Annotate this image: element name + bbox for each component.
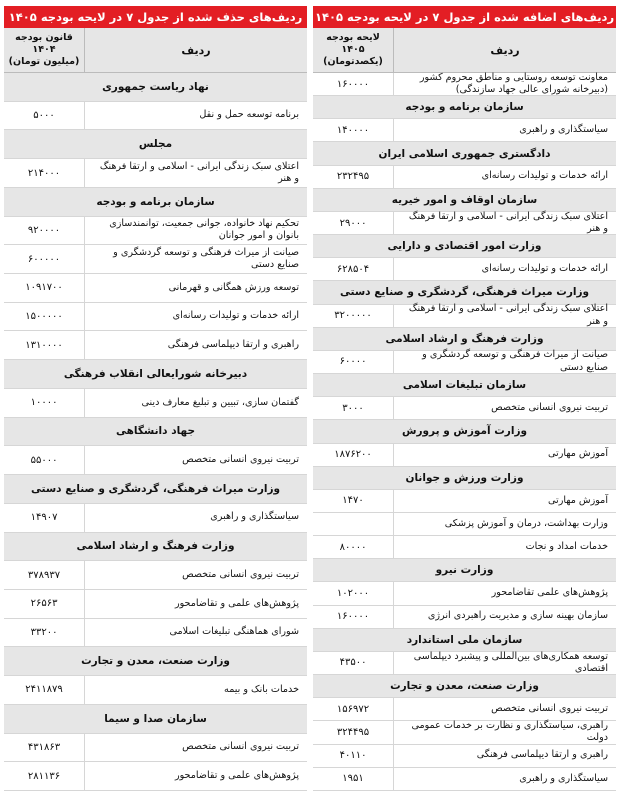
- row-label: ارائه خدمات و تولیدات رسانه‌ای: [481, 263, 608, 275]
- row-label: اعتلای سبک زندگی ایرانی - اسلامی و ارتقا فرهنگ و هنر: [408, 210, 608, 235]
- row-label: پژوهش‌های علمی و تقاضامحور: [174, 597, 299, 609]
- table-row: [313, 513, 616, 536]
- row-label: راهبری، سیاستگذاری و نظارت بر خدمات عمومی دولت: [411, 719, 608, 744]
- row-value: ۱۰۹۱۷۰۰: [4, 274, 85, 302]
- table-row: [4, 274, 307, 303]
- table-row: [313, 721, 616, 744]
- added-rows-title: ردیف‌های اضافه شده از جدول ۷ در لایحه بودجه ۱۴۰۵: [313, 6, 616, 28]
- section-header: [4, 475, 307, 504]
- row-value: [313, 513, 394, 535]
- row-label: ارائه خدمات و تولیدات رسانه‌ای: [172, 310, 299, 322]
- section-header: [4, 130, 307, 159]
- section-header: [313, 96, 616, 119]
- table-row: [313, 258, 616, 281]
- section-header: [313, 559, 616, 582]
- section-header: [313, 328, 616, 351]
- row-label: سیاستگذاری و راهبری: [519, 772, 608, 784]
- table-row: [4, 676, 307, 705]
- row-label: راهبری و ارتقا دیپلماسی فرهنگی: [167, 339, 299, 351]
- row-value: ۳۲۰۰۰۰۰: [313, 305, 394, 327]
- section-header: [4, 705, 307, 734]
- row-value: ۳۲۴۴۹۵: [313, 721, 394, 743]
- table-row: [4, 102, 307, 131]
- section-title: دادگستری جمهوری اسلامی ایران: [378, 147, 551, 160]
- section-title: وزارت میراث فرهنگی، گردشگری و صنایع دستی: [30, 482, 281, 495]
- section-title: سازمان برنامه و بودجه: [96, 195, 215, 208]
- row-label: اعتلای سبک زندگی ایرانی - اسلامی و ارتقا فرهنگ و هنر: [408, 303, 608, 327]
- section-title: سازمان برنامه و بودجه: [405, 101, 524, 114]
- row-value: ۱۸۷۶۲۰۰: [313, 444, 394, 466]
- removed-rows-title: ردیف‌های حذف شده از جدول ۷ در لایحه بودجه ۱۴۰۵: [4, 6, 307, 28]
- section-header: [313, 189, 616, 212]
- table-row: [4, 446, 307, 475]
- row-label: سیاستگذاری و راهبری: [210, 511, 299, 523]
- section-header: [4, 188, 307, 217]
- table-row: [313, 606, 616, 629]
- section-title: وزارت صنعت، معدن و تجارت: [81, 655, 230, 668]
- table-row: [4, 217, 307, 246]
- table-row: [313, 444, 616, 467]
- row-label: تربیت نیروی انسانی متخصص: [182, 453, 299, 465]
- table-row: [313, 305, 616, 328]
- row-value: ۱۵۶۹۷۲: [313, 698, 394, 720]
- table-row: [4, 159, 307, 188]
- table-row: [313, 582, 616, 605]
- row-value: ۸۰۰۰۰: [313, 536, 394, 558]
- section-header: [4, 533, 307, 562]
- row-label: صیانت از میراث فرهنگی و توسعه گردشگری و صنایع دستی: [422, 349, 608, 373]
- section-header: [313, 420, 616, 443]
- row-label: راهبری و ارتقا دیپلماسی فرهنگی: [476, 749, 608, 761]
- section-title: وزارت فرهنگ و ارشاد اسلامی: [385, 332, 544, 345]
- row-value: ۱۰۲۰۰۰: [313, 582, 394, 604]
- section-title: وزارت نیرو: [435, 564, 494, 577]
- table-row: [313, 166, 616, 189]
- table-row: [4, 561, 307, 590]
- row-value: ۲۳۲۴۹۵: [313, 166, 394, 188]
- row-label: آموزش مهارتی: [548, 494, 608, 506]
- row-label: شورای هماهنگی تبلیغات اسلامی: [169, 626, 299, 638]
- row-label: تربیت نیروی انسانی متخصص: [491, 402, 608, 414]
- section-header: [313, 374, 616, 397]
- section-title: وزارت صنعت، معدن و تجارت: [390, 680, 539, 693]
- row-label: وزارت بهداشت، درمان و آموزش پزشکی: [444, 517, 608, 529]
- row-value: ۶۰۰۰۰۰: [4, 245, 85, 273]
- row-label: اعتلای سبک زندگی ایرانی - اسلامی و ارتقا فرهنگ و هنر: [99, 160, 299, 185]
- row-label: پژوهش‌های علمی و تقاضامحور: [174, 769, 299, 781]
- added-rows-header: [313, 28, 616, 73]
- row-value: ۹۲۰۰۰۰: [4, 217, 85, 245]
- section-title: سازمان تبلیغات اسلامی: [402, 379, 527, 392]
- section-header: [313, 629, 616, 652]
- row-value: ۶۲۸۵۰۴: [313, 258, 394, 280]
- row-label: خدمات بانک و بیمه: [224, 683, 299, 695]
- table-row: [4, 389, 307, 418]
- table-row: [4, 504, 307, 533]
- row-value: ۱۹۵۱: [313, 768, 394, 790]
- row-label: صیانت از میراث فرهنگی و توسعه گردشگری و صنایع دستی: [113, 246, 299, 271]
- section-title: سازمان ملی استاندارد: [406, 633, 523, 646]
- row-label: آموزش مهارتی: [548, 448, 608, 460]
- row-label: سیاستگذاری و راهبری: [519, 124, 608, 136]
- row-value: ۳۳۲۰۰: [4, 619, 85, 647]
- row-label: معاونت توسعه روستایی و مناطق محروم کشور (دبیرخانه شورای عالی جهاد سازندگی): [419, 71, 608, 96]
- section-title: وزارت ورزش و جوانان: [405, 471, 524, 484]
- table-row: [4, 734, 307, 763]
- removed-rows-table: [4, 6, 307, 791]
- row-value: ۳۰۰۰: [313, 397, 394, 419]
- section-title: نهاد ریاست جمهوری: [102, 80, 209, 93]
- table-row: [4, 303, 307, 332]
- row-label: تربیت نیروی انسانی متخصص: [182, 741, 299, 753]
- table-row: [313, 212, 616, 235]
- table-row: [313, 536, 616, 559]
- row-value: ۲۶۵۶۳: [4, 590, 85, 618]
- row-value: ۲۹۰۰۰: [313, 212, 394, 234]
- section-header: [313, 675, 616, 698]
- section-header: [313, 235, 616, 258]
- row-value: ۱۳۱۰۰۰۰: [4, 331, 85, 359]
- section-title: وزارت میراث فرهنگی، گردشگری و صنایع دستی: [339, 286, 590, 299]
- removed-rows-header: [4, 28, 307, 73]
- section-title: سازمان اوقاف و امور خیریه: [391, 193, 538, 206]
- section-title: وزارت فرهنگ و ارشاد اسلامی: [76, 540, 235, 553]
- row-value: ۳۷۸۹۳۷: [4, 561, 85, 589]
- section-header: [4, 418, 307, 447]
- section-title: وزارت آموزش و پرورش: [402, 425, 528, 438]
- section-header: [313, 142, 616, 165]
- row-label: تربیت نیروی انسانی متخصص: [491, 703, 608, 715]
- table-row: [313, 397, 616, 420]
- row-label: سازمان بهینه سازی و مدیریت راهبردی انرژی: [427, 610, 608, 622]
- section-header: [4, 647, 307, 676]
- table-row: [4, 590, 307, 619]
- table-row: [313, 119, 616, 142]
- table-row: [313, 351, 616, 374]
- row-value: ۱۴۷۰: [313, 490, 394, 512]
- row-label: خدمات امداد و نجات: [525, 540, 608, 552]
- row-label: تحکیم نهاد خانواده، جوانی جمعیت، توانمندسازی بانوان و امور جوانان: [109, 217, 299, 242]
- row-value: ۱۴۹۰۷: [4, 504, 85, 532]
- section-title: جهاد دانشگاهی: [115, 425, 196, 438]
- removed-col-name: ردیف: [181, 43, 211, 57]
- table-row: [313, 768, 616, 791]
- row-label: گفتمان سازی، تبیین و تبلیغ معارف دینی: [141, 396, 299, 408]
- row-label: برنامه توسعه حمل و نقل: [199, 109, 299, 121]
- section-title: سازمان صدا و سیما: [104, 712, 207, 725]
- row-label: تربیت نیروی انسانی متخصص: [182, 568, 299, 580]
- row-value: ۴۳۱۸۶۳: [4, 734, 85, 762]
- table-row: [313, 698, 616, 721]
- row-value: ۱۵۰۰۰۰۰: [4, 303, 85, 331]
- added-col-name: ردیف: [490, 43, 520, 57]
- row-value: ۴۳۵۰۰: [313, 652, 394, 674]
- row-value: ۶۰۰۰۰: [313, 351, 394, 373]
- row-value: ۱۶۰۰۰۰: [313, 73, 394, 95]
- row-value: ۲۸۱۱۳۶: [4, 762, 85, 790]
- row-value: ۵۰۰۰: [4, 102, 85, 130]
- row-value: ۱۰۰۰۰: [4, 389, 85, 417]
- table-row: [313, 652, 616, 675]
- section-title: مجلس: [138, 138, 173, 151]
- table-row: [4, 619, 307, 648]
- row-value: ۱۶۰۰۰۰: [313, 606, 394, 628]
- section-header: [4, 360, 307, 389]
- removed-rows-body: [4, 73, 307, 791]
- row-value: ۲۴۱۱۸۷۹: [4, 676, 85, 704]
- section-header: [4, 73, 307, 102]
- removed-col-value: قانون بودجه ۱۴۰۴ (میلیون تومان): [4, 28, 85, 72]
- added-col-value: لایحه بودجه ۱۴۰۵ (یکصدتومان): [313, 28, 394, 72]
- row-value: ۵۵۰۰۰: [4, 446, 85, 474]
- section-header: [313, 467, 616, 490]
- row-value: ۴۰۱۱۰: [313, 745, 394, 767]
- section-header: [313, 281, 616, 304]
- table-row: [313, 73, 616, 96]
- table-row: [4, 762, 307, 791]
- table-row: [313, 745, 616, 768]
- added-rows-table: [313, 6, 616, 791]
- section-title: دبیرخانه شورایعالی انقلاب فرهنگی: [63, 368, 248, 381]
- row-value: ۱۴۰۰۰۰: [313, 119, 394, 141]
- table-row: [4, 245, 307, 274]
- row-label: توسعه ورزش همگانی و قهرمانی: [168, 281, 299, 293]
- table-row: [4, 331, 307, 360]
- added-rows-body: [313, 73, 616, 791]
- section-title: وزارت امور اقتصادی و دارایی: [387, 240, 542, 253]
- row-label: پژوهش‌های علمی تقاضامحور: [491, 587, 608, 599]
- table-row: [313, 490, 616, 513]
- row-value: ۲۱۴۰۰۰: [4, 159, 85, 187]
- row-label: ارائه خدمات و تولیدات رسانه‌ای: [481, 170, 608, 182]
- row-label: توسعه همکاری‌های بین‌المللی و پیشبرد دیپلماسی اقتصادی: [413, 650, 608, 674]
